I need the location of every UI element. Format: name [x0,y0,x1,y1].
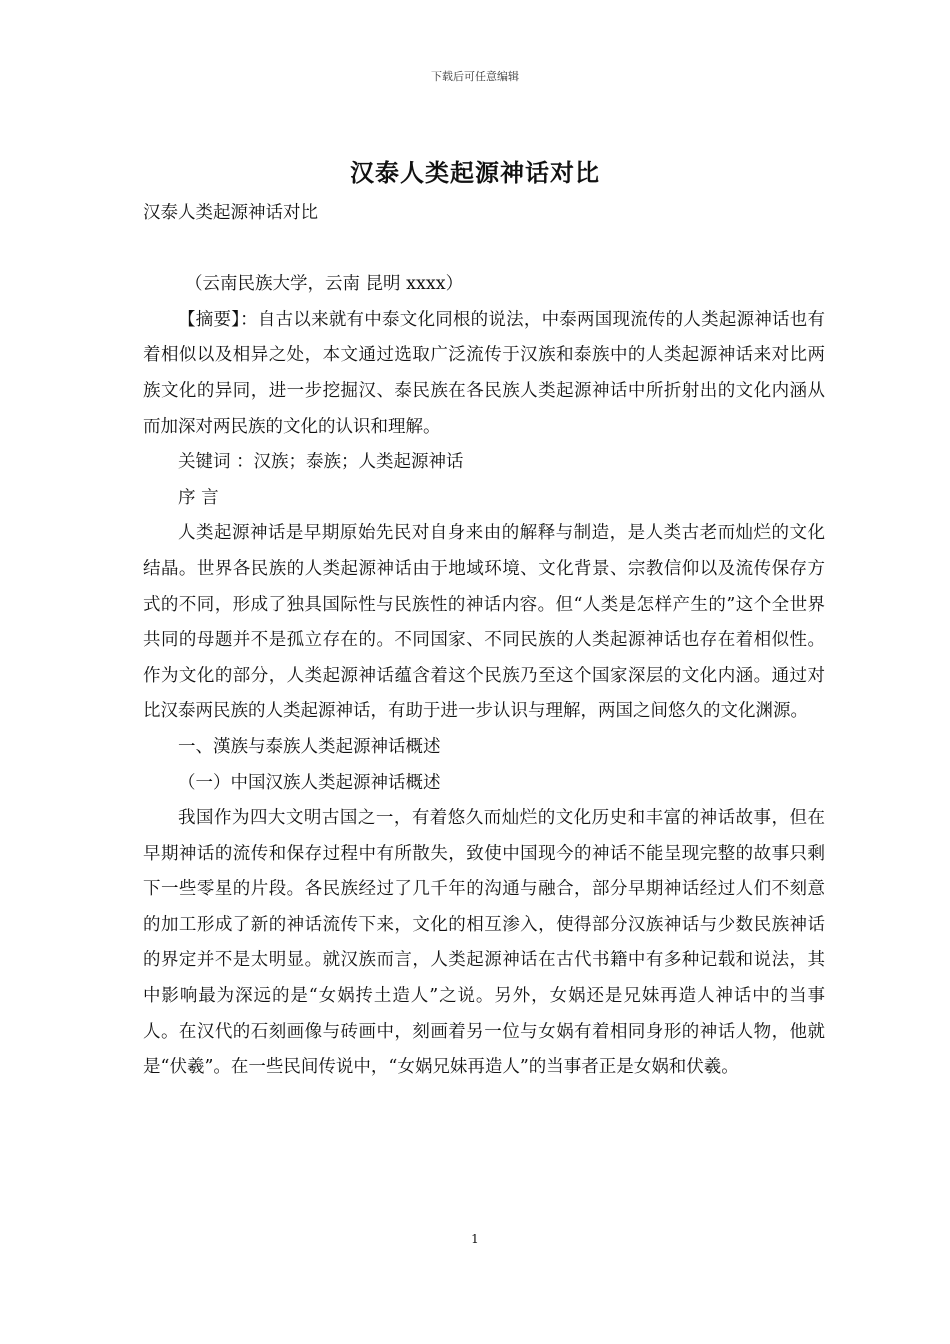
header-note: 下载后可任意编辑 [431,70,519,83]
document-title: 汉泰人类起源神话对比 [350,158,600,187]
abstract-label: 【摘要】 [178,309,241,330]
document-body [143,196,825,1086]
preface-paragraph: 人类起源神话是早期原始先民对自身来由的解释与制造，是人类古老而灿烂的文化结晶。世界各民族的人类起源神话由于地域环境、文化背景、宗教信仰以及流传保存方式的不同，形成了独具国际性与民族性的神话内容。但“人类是怎样产生的”这个全世界共同的母题并不是孤立存在的。不同国家、不同民族的人类起源神话也存在着相似性。作为文化的部分，人类起源神话蕴含着这个民族乃至这个国家深层的文化内涵。通过对比汉泰两民族的人类起源神话，有助于进一步认识与理解，两国之间悠久的文化渊源。 [143,523,825,722]
affiliation: （云南民族大学，云南 昆明 xxxx） [185,274,464,295]
subtitle: 汉泰人类起源神话对比 [143,203,318,223]
abstract-paragraph [143,303,825,445]
keywords-line: 关键词 ：汉族；泰族；人类起源神话 [178,452,464,473]
preface-heading: 序 言 [178,487,219,508]
section-1-heading: 一、漢族与泰族人类起源神话概述 [178,736,441,757]
page-number: 1 [471,1232,479,1246]
section-1-1-heading: （一）中国汉族人类起源神话概述 [178,772,441,793]
section-1-1-paragraph: 我国作为四大文明古国之一，有着悠久而灿烂的文化历史和丰富的神话故事，但在早期神话的流传和保存过程中有所散失，致使中国现今的神话不能呈现完整的故事只剩下一些零星的片段。各民族经过了几千年的沟通与融合，部分早期神话经过人们不刻意的加工形成了新的神话流传下来，文化的相互渗入，使得部分汉族神话与少数民族神话的界定并不是太明显。就汉族而言，人类起源神话在古代书籍中有多种记载和说法，其中影响最为深远的是“女娲抟土造人”之说。另外，女娲还是兄妹再造人神话中的当事人。在汉代的石刻画像与砖画中，刻画着另一位与女娲有着相同身形的神话人物，他就是“伏羲”。在一些民间传说中，“女娲兄妹再造人”的当事者正是女娲和伏羲。 [143,808,825,1078]
abstract-text: ：自古以来就有中泰文化同根的说法，中泰两国现流传的人类起源神话也有着相似以及相异之处，本文通过选取广泛流传于汉族和泰族中的人类起源神话来对比两族文化的异同，进一步挖掘汉、泰民族在各民族人类起源神话中所折射出的文化内涵从而加深对两民族的文化的认识和理解。 [143,309,826,437]
